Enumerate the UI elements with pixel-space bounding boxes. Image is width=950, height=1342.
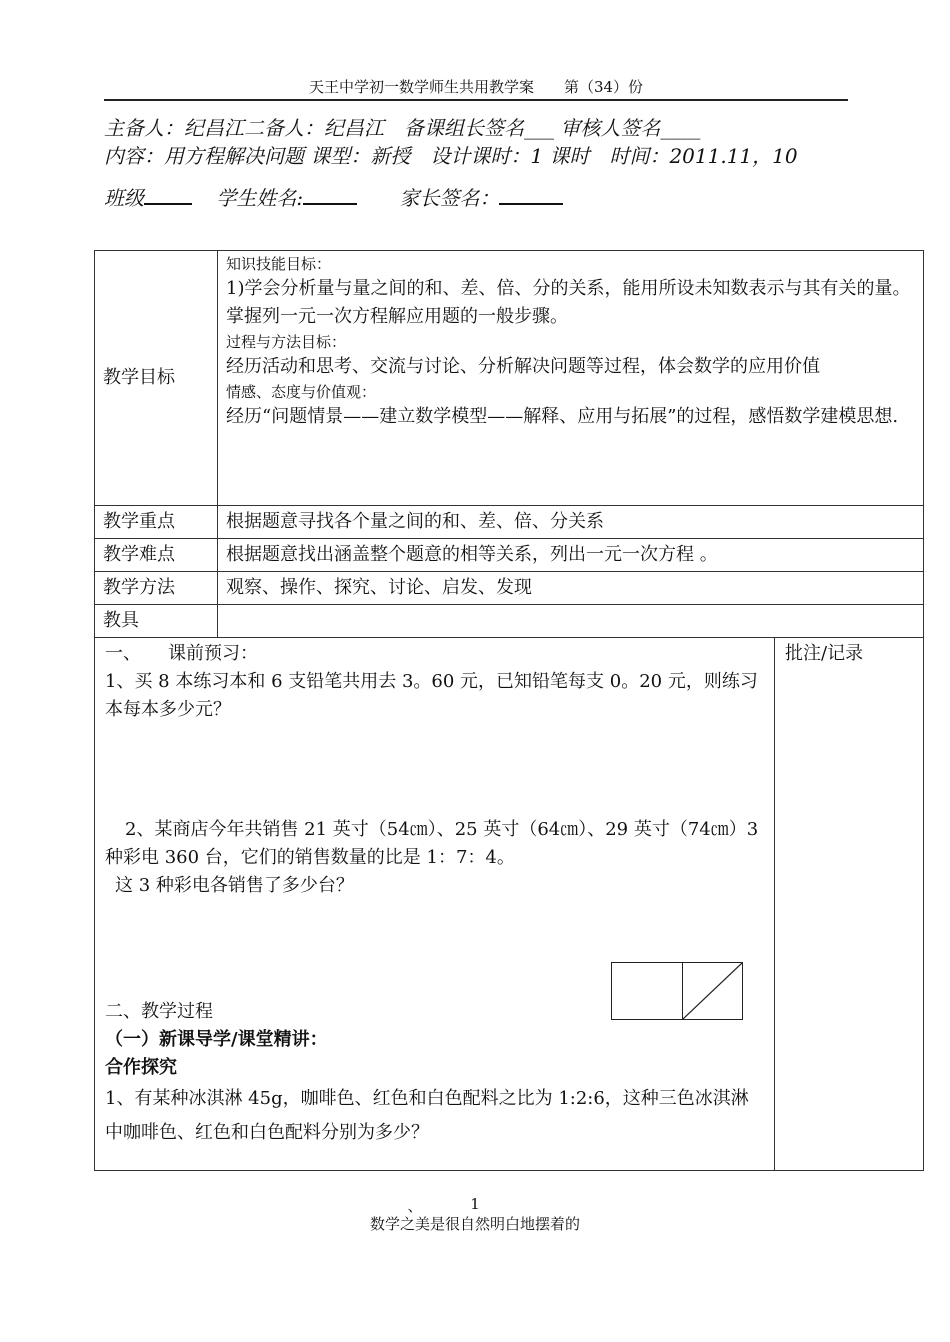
goals-row: [95, 251, 924, 506]
page-number: 1: [470, 1195, 480, 1213]
method-row: [95, 572, 924, 605]
emotion-text: 经历“问题情景——建立数学模型——解释、应用与拓展”的过程，感悟数学建模思想.: [226, 406, 899, 427]
content-row: [95, 638, 924, 1171]
tools-label: 教具: [95, 605, 218, 638]
process-goal-text: 经历活动和思考、交流与讨论、分析解决问题等过程，体会数学的应用价值: [226, 356, 820, 377]
preparer-line: 主备人：纪昌江二备人：纪昌江 备课组长签名___ 审核人签名____: [104, 116, 701, 140]
parent-blank[interactable]: [499, 187, 563, 205]
signature-line: [104, 182, 563, 211]
subsection-title: （一）新课导学/课堂精讲：: [105, 1029, 328, 1050]
tools-row: [95, 605, 924, 638]
emotion-title: 情感、态度与价值观：: [226, 383, 377, 401]
goals-cell: [218, 251, 924, 506]
method-text: 观察、操作、探究、讨论、启发、发现: [218, 572, 924, 605]
content-line: 内容：用方程解决问题 课型：新授 设计课时：1 课时 时间：2011.11，10: [104, 144, 798, 168]
student-blank[interactable]: [303, 187, 357, 205]
difficulty-row: [95, 539, 924, 572]
question-1: 1、买 8 本练习本和 6 支铅笔共用去 3。60 元，已知铅笔每支 0。20 元，则练习本每本多少元？: [105, 671, 758, 720]
preview-title: 一、 课前预习：: [105, 643, 258, 664]
parent-label: 家长签名：: [399, 186, 500, 210]
knowledge-title: 知识技能目标：: [226, 255, 332, 273]
footer-mark: 、: [407, 1197, 423, 1215]
question-2: 2、某商店今年共销售 21 英寸（54㎝）、25 英寸（64㎝）、29 英寸（74㎝）3 种彩电 360 台，它们的销售数量的比是 1：7：4。: [105, 819, 759, 868]
key-point-label: 教学重点: [95, 506, 218, 539]
difficulty-text: 根据题意找出涵盖整个题意的相等关系，列出一元一次方程 。: [218, 539, 924, 572]
question-3: 1、有某种冰淇淋 45g，咖啡色、红色和白色配料之比为 1:2:6，这种三色冰淇淋中咖啡色、红色和白色配料分别为多少？: [105, 1088, 749, 1143]
cooperation-title: 合作探究: [105, 1057, 177, 1078]
content-cell: [95, 638, 775, 1171]
page-header: 天王中学初一数学师生共用教学案 第（34）份: [104, 76, 848, 101]
rectangle-diagram: [611, 962, 743, 1020]
class-blank[interactable]: [144, 187, 192, 205]
goals-label: 教学目标: [95, 251, 218, 506]
student-label: 学生姓名:: [216, 186, 304, 210]
class-label: 班级: [104, 186, 144, 210]
lesson-table: [94, 250, 924, 1171]
notes-label: 批注/记录: [785, 643, 864, 664]
key-point-row: [95, 506, 924, 539]
knowledge-text: 1)学会分析量与量之间的和、差、倍、分的关系，能用所设未知数表示与其有关的量。掌握列一元一次方程解应用题的一般步骤。: [226, 278, 911, 327]
key-point-text: 根据题意寻找各个量之间的和、差、倍、分关系: [218, 506, 924, 539]
notes-cell: [775, 638, 924, 1171]
process-goal-title: 过程与方法目标：: [226, 333, 347, 351]
tools-text: [218, 605, 924, 638]
diagonal-line: [683, 963, 742, 1019]
difficulty-label: 教学难点: [95, 539, 218, 572]
question-2-ask: 这 3 种彩电各销售了多少台？: [115, 875, 354, 896]
footer-motto: 数学之美是很自然明白地摆着的: [369, 1215, 580, 1233]
process-title: 二、教学过程: [105, 1001, 213, 1022]
method-label: 教学方法: [95, 572, 218, 605]
